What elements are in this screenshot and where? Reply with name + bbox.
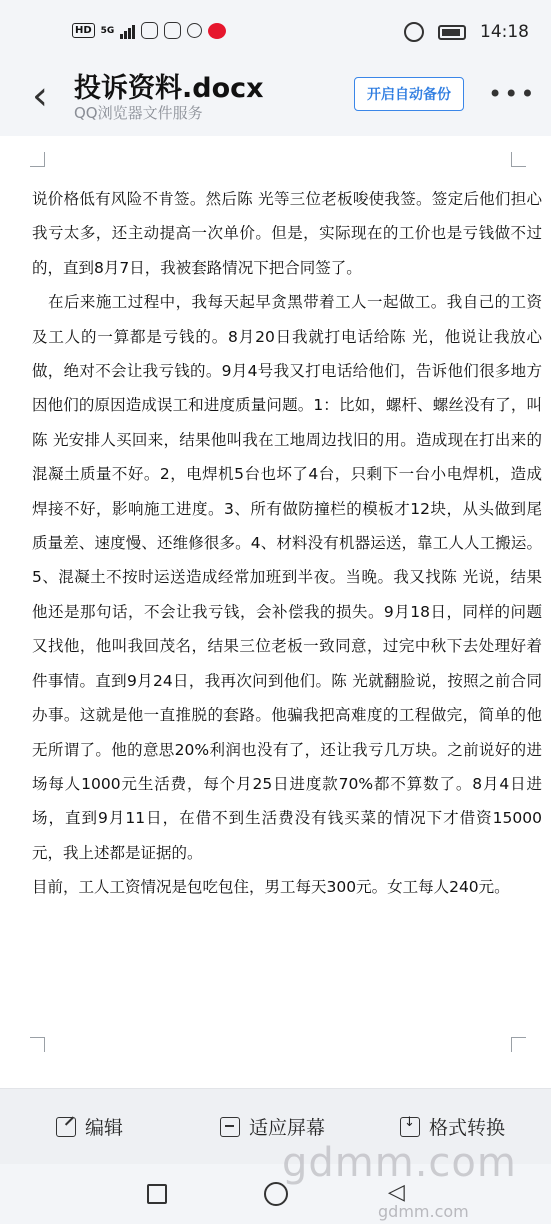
fit-screen-button[interactable] — [220, 1113, 325, 1140]
watermark-large: gdmm.com — [282, 1140, 517, 1186]
battery-icon — [438, 25, 466, 40]
document-page[interactable] — [0, 136, 551, 1088]
app-header — [0, 66, 551, 136]
auto-backup-button[interactable]: 开启自动备份 — [354, 77, 464, 111]
document-body — [32, 182, 542, 905]
document-paragraph: 目前，工人工资情况是包吃包住，男工每天300元。女工每人240元。 — [32, 878, 510, 897]
network-type: 5G — [100, 25, 115, 36]
fit-screen-icon — [220, 1117, 240, 1137]
signal-icon — [120, 23, 135, 39]
format-convert-button[interactable] — [400, 1113, 505, 1140]
nav-back-icon[interactable]: ◁ — [388, 1180, 405, 1205]
page-corner-mark — [511, 152, 526, 167]
document-paragraph: 说价格低有风险不肯签。然后陈 光等三位老板唆使我签。签定后他们担心我亏太多，还主动提高一次单价。但是，实际现在的工价也是亏钱做不过的，直到8月7日，我被套路情况下把合同签了。 — [32, 190, 542, 277]
status-left — [72, 22, 226, 39]
bulb-app-icon — [141, 22, 158, 39]
recent-apps-icon[interactable] — [147, 1184, 167, 1204]
weibo-icon — [208, 23, 226, 39]
document-title: 投诉资料.docx — [74, 73, 264, 104]
back-arrow-icon[interactable]: ‹ — [32, 73, 48, 119]
page-corner-mark — [30, 1037, 45, 1052]
format-convert-label: 格式转换 — [429, 1117, 506, 1139]
convert-icon — [400, 1117, 420, 1137]
edit-label: 编辑 — [85, 1117, 124, 1139]
nfc-icon — [404, 22, 424, 42]
circle-app-icon — [187, 23, 202, 38]
edit-button[interactable] — [56, 1113, 123, 1140]
document-source: QQ浏览器文件服务 — [74, 104, 203, 122]
status-right — [404, 22, 529, 42]
clock: 14:18 — [480, 22, 529, 42]
status-bar — [0, 0, 551, 66]
page-corner-mark — [511, 1037, 526, 1052]
edit-icon — [56, 1117, 76, 1137]
more-options-icon[interactable]: ••• — [488, 80, 537, 108]
document-paragraph: 在后来施工过程中，我每天起早贪黑带着工人一起做工。我自己的工资及工人的一算都是亏钱的。8月20日我就打电话给陈 光，他说让我放心做，绝对不会让我亏钱的。9月4号我又打电话给他们，告诉他们很多地方因他们的原因造成误工和进度质量问题。1：比如，螺杆、螺丝没有了，叫陈 光安排人买回来，结果他叫我在工地周边找旧的用。造成现在打出来的混凝土质量不好。2，电焊机5台也坏了4台，只剩下一台小电焊机，造成焊接不好，影响施工进度。3、所有做防撞栏的模板才12块，从头做到尾质量差、速度慢、还维修很多。4、材料没有机器运送，靠工人人工搬运。5、混凝土不按时运送造成经常加班到半夜。当晚。我又找陈 光说，结果他还是那句话，不会让我亏钱，会补偿我的损失。9月18日，同样的问题又找他，他叫我回茂名，结果三位老板一致同意，过完中秋下去处理好着件事情。直到9月24日，我再次问到他们。陈 光就翻脸说，按照之前合同办事。这就是他一直推脱的套路。他骗我把高难度的工程做完，简单的他无所谓了。他的意思20%利润也没有了，还让我亏几万块。之前说好的进场每人1000元生活费，每个月25日进度款70%都不算数了。8月4日进场，直到9月11日，在借不到生活费没有钱买菜的情况下才借资15000元，我上述都是证据的。 — [32, 293, 542, 862]
qq-app-icon — [164, 22, 181, 39]
page-corner-mark — [30, 152, 45, 167]
hd-icon: HD — [72, 23, 95, 38]
watermark-small: gdmm.com — [378, 1202, 469, 1221]
fit-screen-label: 适应屏幕 — [249, 1117, 326, 1139]
